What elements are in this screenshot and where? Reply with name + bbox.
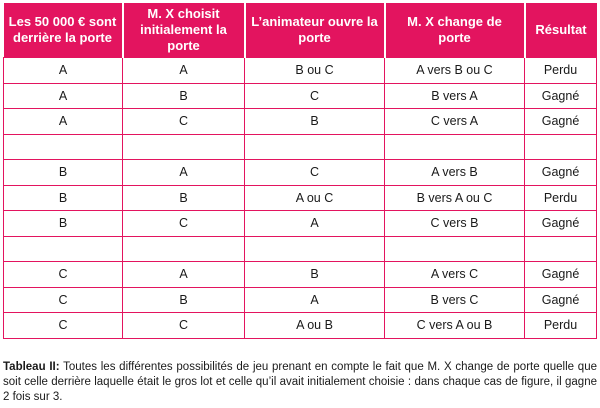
cell-prize-door: C <box>4 262 123 288</box>
header-prize-door: Les 50 000 € sont derrière la porte <box>4 3 123 58</box>
cell-result: Gagné <box>525 211 597 237</box>
table-row <box>4 262 597 288</box>
cell-host-opens: A <box>245 211 385 237</box>
table-row <box>4 211 597 237</box>
cell-switch <box>385 236 525 262</box>
cell-switch: C vers A <box>385 109 525 135</box>
header-host-opens: L’animateur ouvre la porte <box>245 3 385 58</box>
caption-label: Tableau II: <box>3 361 60 373</box>
cell-result: Perdu <box>525 185 597 211</box>
table-row <box>4 109 597 135</box>
cell-result: Gagné <box>525 287 597 313</box>
cell-prize-door <box>4 236 123 262</box>
cell-result: Gagné <box>525 109 597 135</box>
cell-switch: A vers B ou C <box>385 58 525 84</box>
cell-result: Perdu <box>525 58 597 84</box>
cell-result: Gagné <box>525 83 597 109</box>
table-row <box>4 160 597 186</box>
cell-host-opens: C <box>245 83 385 109</box>
table-row <box>4 313 597 339</box>
cell-prize-door: A <box>4 109 123 135</box>
cell-host-opens: A ou B <box>245 313 385 339</box>
cell-switch: C vers B <box>385 211 525 237</box>
cell-switch: B vers A <box>385 83 525 109</box>
cell-host-opens: B ou C <box>245 58 385 84</box>
header-switch: M. X change de porte <box>385 3 525 58</box>
cell-initial-choice: C <box>123 211 245 237</box>
cell-prize-door: C <box>4 313 123 339</box>
cell-initial-choice: C <box>123 313 245 339</box>
cell-prize-door: C <box>4 287 123 313</box>
table-spacer-row <box>4 236 597 262</box>
cell-initial-choice <box>123 134 245 160</box>
cell-prize-door: A <box>4 58 123 84</box>
results-table-container <box>3 3 597 339</box>
cell-host-opens: B <box>245 109 385 135</box>
cell-prize-door: A <box>4 83 123 109</box>
cell-initial-choice: B <box>123 287 245 313</box>
cell-initial-choice: B <box>123 185 245 211</box>
cell-host-opens <box>245 134 385 160</box>
cell-switch: A vers C <box>385 262 525 288</box>
cell-switch: A vers B <box>385 160 525 186</box>
cell-switch <box>385 134 525 160</box>
cell-host-opens: B <box>245 262 385 288</box>
cell-host-opens: C <box>245 160 385 186</box>
table-spacer-row <box>4 134 597 160</box>
cell-initial-choice: A <box>123 160 245 186</box>
cell-switch: B vers C <box>385 287 525 313</box>
table-row <box>4 58 597 84</box>
cell-switch: C vers A ou B <box>385 313 525 339</box>
cell-prize-door: B <box>4 160 123 186</box>
cell-prize-door <box>4 134 123 160</box>
table-body <box>4 58 597 339</box>
cell-result: Perdu <box>525 313 597 339</box>
cell-prize-door: B <box>4 211 123 237</box>
cell-switch: B vers A ou C <box>385 185 525 211</box>
cell-result: Gagné <box>525 262 597 288</box>
cell-initial-choice: A <box>123 58 245 84</box>
table-caption <box>3 360 597 405</box>
table-row <box>4 287 597 313</box>
table-row <box>4 83 597 109</box>
caption-text: Toutes les différentes possibilités de jeu prenant en compte le fait que M. X change de porte quelle que soit celle derrière laquelle était le gros lot et celle qu’il avait initialement choisie : dans chaque cas de figure, il gagne 2 fois sur 3. <box>3 361 597 403</box>
cell-host-opens <box>245 236 385 262</box>
table-header-row <box>4 3 597 58</box>
cell-initial-choice: B <box>123 83 245 109</box>
table-row <box>4 185 597 211</box>
header-result: Résultat <box>525 3 597 58</box>
results-table <box>3 3 597 339</box>
cell-result <box>525 134 597 160</box>
cell-result <box>525 236 597 262</box>
cell-host-opens: A <box>245 287 385 313</box>
cell-initial-choice: A <box>123 262 245 288</box>
cell-result: Gagné <box>525 160 597 186</box>
cell-initial-choice <box>123 236 245 262</box>
cell-prize-door: B <box>4 185 123 211</box>
cell-initial-choice: C <box>123 109 245 135</box>
header-initial-choice: M. X choisit initialement la porte <box>123 3 245 58</box>
cell-host-opens: A ou C <box>245 185 385 211</box>
